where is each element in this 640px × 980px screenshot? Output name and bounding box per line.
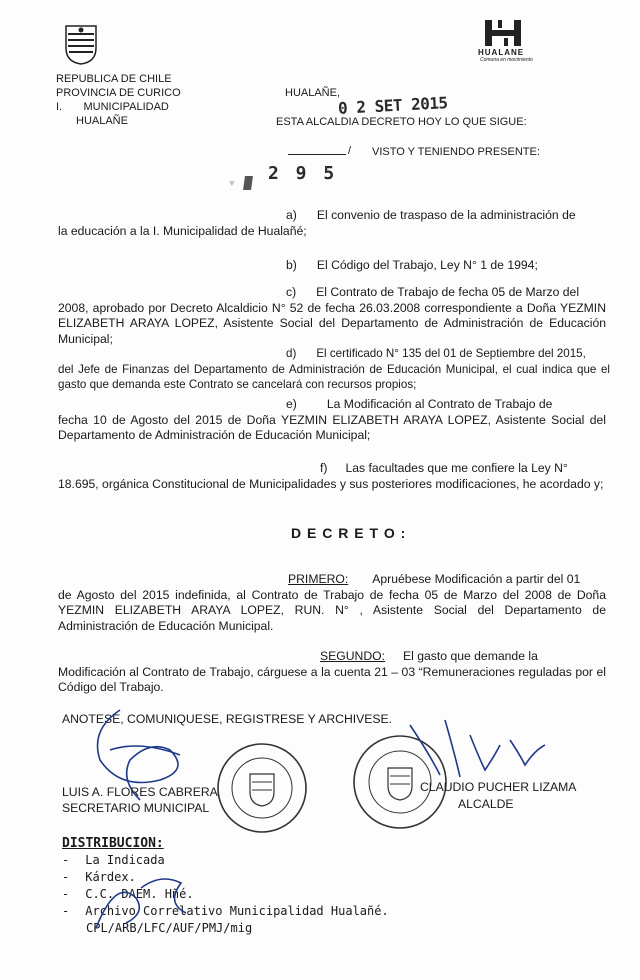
header-left-block <box>56 72 181 128</box>
header-line: I. MUNICIPALIDAD <box>56 101 169 113</box>
consideration-e: e) La Modificación al Contrato de Trabajo de fecha 10 de Agosto del 2015 de Doña YEZMIN ELIZABETH ARAYA LOPEZ, Asistente Social del Departamento de Administración de Educación Municipal; <box>58 397 606 442</box>
logo-text: HUALANE <box>478 48 525 57</box>
alcaldia-line: ESTA ALCALDIA DECRETO HOY LO QUE SIGUE: <box>276 116 527 128</box>
consideration-a: a) El convenio de traspaso de la administración de la educación a la I. Municipalidad de Hualañé; <box>58 208 576 238</box>
hualane-logo-icon <box>483 18 523 48</box>
initials: CPL/ARB/LFC/AUF/PMJ/mig <box>86 921 253 935</box>
coat-of-arms-logo <box>62 22 100 66</box>
mayor-signature-icon <box>400 715 560 785</box>
distribution-title: DISTRIBUCION: <box>62 836 164 851</box>
decreto-title: D E C R E T O : <box>291 525 407 541</box>
consideration-d: d) El certificado N° 135 del 01 de Septiembre del 2015, del Jefe de Finanzas del Departamento de Administración de Educación Municipal, el cual indica que el gasto que demanda este Contrato se cancelará con recursos propios; <box>58 347 610 391</box>
article-segundo: SEGUNDO: El gasto que demande la Modificación al Contrato de Trabajo, cárguese a la cuenta 21 – 03 “Remuneraciones reguladas por el Código del Trabajo. <box>58 649 606 694</box>
visto-line: VISTO Y TENIENDO PRESENTE: <box>372 146 540 158</box>
stamp-mark <box>243 176 253 190</box>
list-item: - Kárdex. <box>62 870 136 884</box>
article-primero: PRIMERO: Apruébese Modificación a partir del 01 de Agosto del 2015 indefinida, al Contrato de Trabajo de fecha 05 de Marzo del 2008 de Doña YEZMIN ELIZABETH ARAYA LOPEZ, RUN. N° , Asistente Social del Departamento de Administración de Educación Municipal. <box>58 572 606 633</box>
header-line: HUALAÑE <box>76 115 128 127</box>
initials-signature-icon <box>86 868 206 938</box>
consideration-c: c) El Contrato de Trabajo de fecha 05 de Marzo del 2008, aprobado por Decreto Alcaldicio N° 52 de fecha 26.03.2008 correspondiente a Doña YEZMIN ELIZABETH ARAYA LOPEZ, Asistente Social del Departamento de Administración de Educación Municipal; <box>58 285 606 346</box>
anotese-line: ANOTESE, COMUNIQUESE, REGISTRESE Y ARCHIVESE. <box>62 712 393 726</box>
consideration-f: f) Las facultades que me confiere la Ley N° 18.695, orgánica Constitucional de Municipalidades y sus posteriores modificaciones, he acordado y; <box>58 461 604 491</box>
city-label: HUALAÑE, <box>285 87 341 99</box>
list-item: - C.C. DAEM. Hñé. <box>62 887 194 901</box>
secretary-name: LUIS A. FLORES CABRERA <box>62 785 218 799</box>
header-line: REPUBLICA DE CHILE <box>56 73 172 85</box>
date-stamp: 0 2 SET 2015 <box>337 93 449 118</box>
logo-subtitle: Comuna en movimiento <box>480 57 533 63</box>
header-line: PROVINCIA DE CURICO <box>56 87 181 99</box>
secretary-seal-icon <box>214 740 310 836</box>
list-item: - Archivo Correlativo Municipalidad Hualañé. <box>62 904 389 918</box>
list-item: - La Indicada <box>62 853 165 867</box>
mayor-title: ALCALDE <box>458 797 514 811</box>
decree-number-stamp: 2 9 5 <box>268 163 338 184</box>
secretary-title: SECRETARIO MUNICIPAL <box>62 801 210 815</box>
consideration-b: b) El Código del Trabajo, Ley N° 1 de 1994; <box>286 258 538 272</box>
decree-number-blank <box>288 154 346 155</box>
mayor-name: CLAUDIO PUCHER LIZAMA <box>420 780 577 794</box>
